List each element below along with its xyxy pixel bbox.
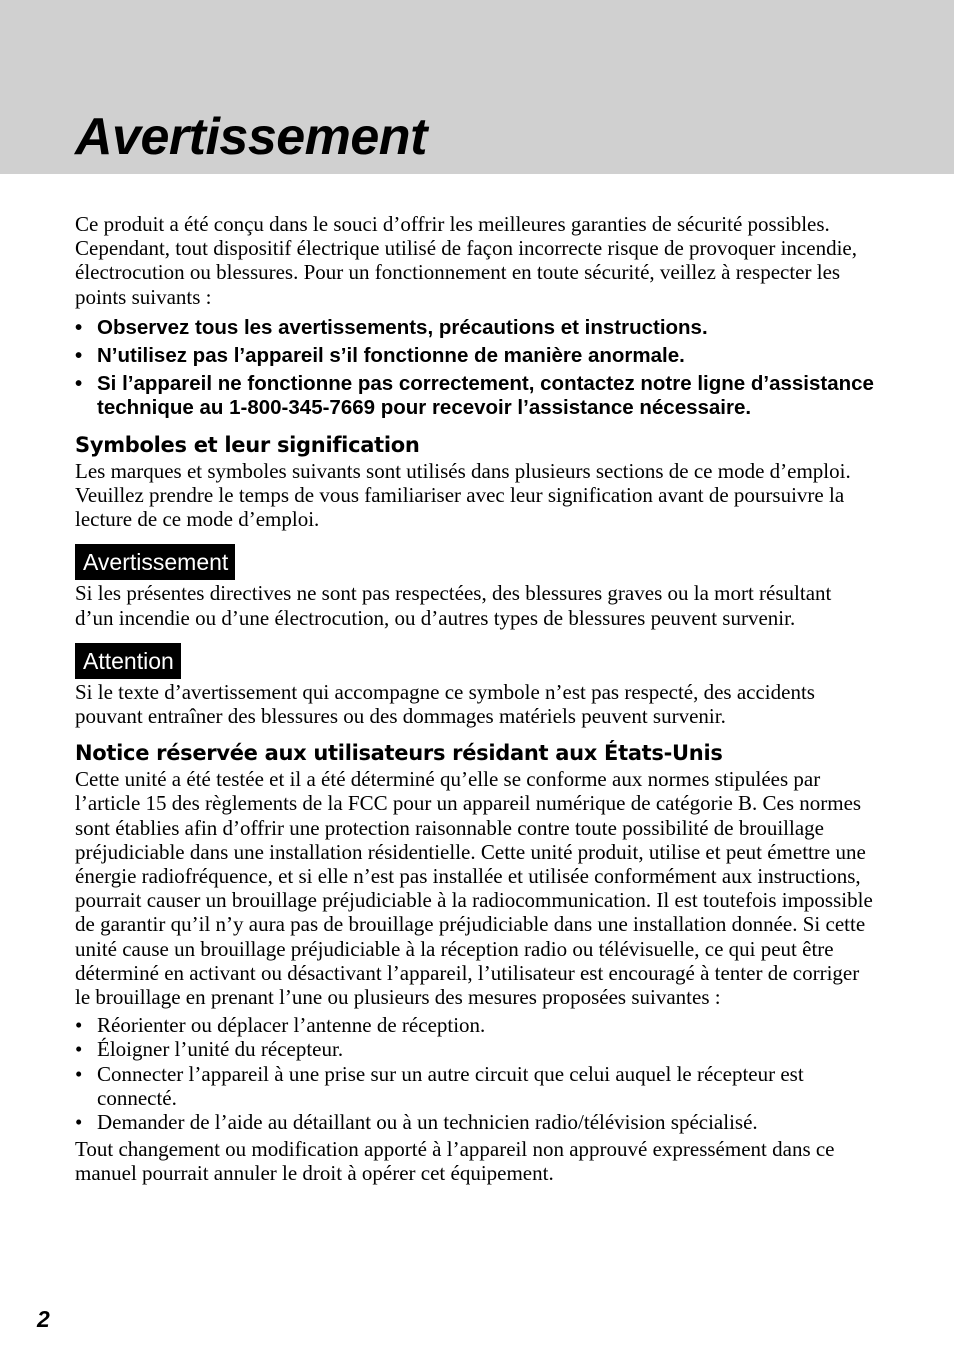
fcc-heading: Notice réservée aux utilisateurs résidant aux États-Unis [75,741,723,766]
page-title: Avertissement [75,108,427,166]
warning-text: Si les présentes directives ne sont pas respectées, des blessures graves ou la mort résultant d’un incendie ou d’une électrocution, ou d’autres types de blessures peuvent survenir. [75,581,832,630]
fcc-closing: Tout changement ou modification apporté à l’appareil non approuvé expressément dans ce manuel pourrait annuler le droit à opérer cet équipement. [75,1137,835,1186]
intro-paragraph: Ce produit a été conçu dans le souci d’offrir les meilleures garanties de sécurité possibles. Cependant, tout dispositif électrique utilisé de façon incorrecte risque de provoquer incendie, électrocution ou blessures. Pour un fonctionnement en toute sécurité, veillez à respecter les points suivants : [75,212,857,309]
list-item: • Réorienter ou déplacer l’antenne de réception. [75,1013,875,1037]
list-item: • Observez tous les avertissements, précautions et instructions. [75,316,875,340]
warning-symbol [75,544,875,580]
list-item: • Connecter l’appareil à une prise sur un autre circuit que celui auquel le récepteur est connecté. [75,1062,875,1110]
list-item: • Demander de l’aide au détaillant ou à un technicien radio/télévision spécialisé. [75,1110,875,1134]
list-item: • N’utilisez pas l’appareil s’il fonctionne de manière anormale. [75,344,875,368]
list-item: • Éloigner l’unité du récepteur. [75,1037,875,1061]
list-item: • Si l’appareil ne fonctionne pas correctement, contactez notre ligne d’assistance technique au 1-800-345-7669 pour recevoir l’assistance nécessaire. [75,372,875,420]
caution-badge: Attention [75,643,181,679]
fcc-measures-list [75,1013,875,1134]
page-content [75,212,875,1186]
safety-list [75,316,875,420]
symbols-heading: Symboles et leur signification [75,432,420,457]
caution-symbol [75,643,875,679]
fcc-paragraph: Cette unité a été testée et il a été déterminé qu’elle se conforme aux normes stipulées par l’article 15 des règlements de la FCC pour un appareil numérique de catégorie B. Ces normes sont établies afin d’offrir une protection raisonnable contre toute possibilité de brouillage préjudiciable dans une installation résidentielle. Cette unité produit, utilise et peut émettre une énergie radiofréquence, et si elle n’est pas installée et utilisée conformément aux instructions, pourrait causer un brouillage préjudiciable à la radiocommunication. Il est toutefois impossible de garantir qu’il n’y aura pas de brouillage préjudiciable dans une installation donnée. Si cette unité cause un brouillage préjudiciable à la réception radio ou télévisuelle, ce qui peut être déterminé en activant ou désactivant l’appareil, l’utilisateur est encouragé à tenter de corriger le brouillage en prenant l’une ou plusieurs des mesures proposées suivantes : [75,767,873,1010]
caution-text: Si le texte d’avertissement qui accompagne ce symbole n’est pas respecté, des accidents pouvant entraîner des blessures ou des dommages matériels peuvent survenir. [75,679,815,729]
symbols-paragraph: Les marques et symboles suivants sont utilisés dans plusieurs sections de ce mode d’emploi. Veuillez prendre le temps de vous familiariser avec leur signification avant de poursuivre la lecture de ce mode d’emploi. [75,458,851,532]
page-number: 2 [37,1306,50,1332]
warning-badge: Avertissement [75,544,235,580]
